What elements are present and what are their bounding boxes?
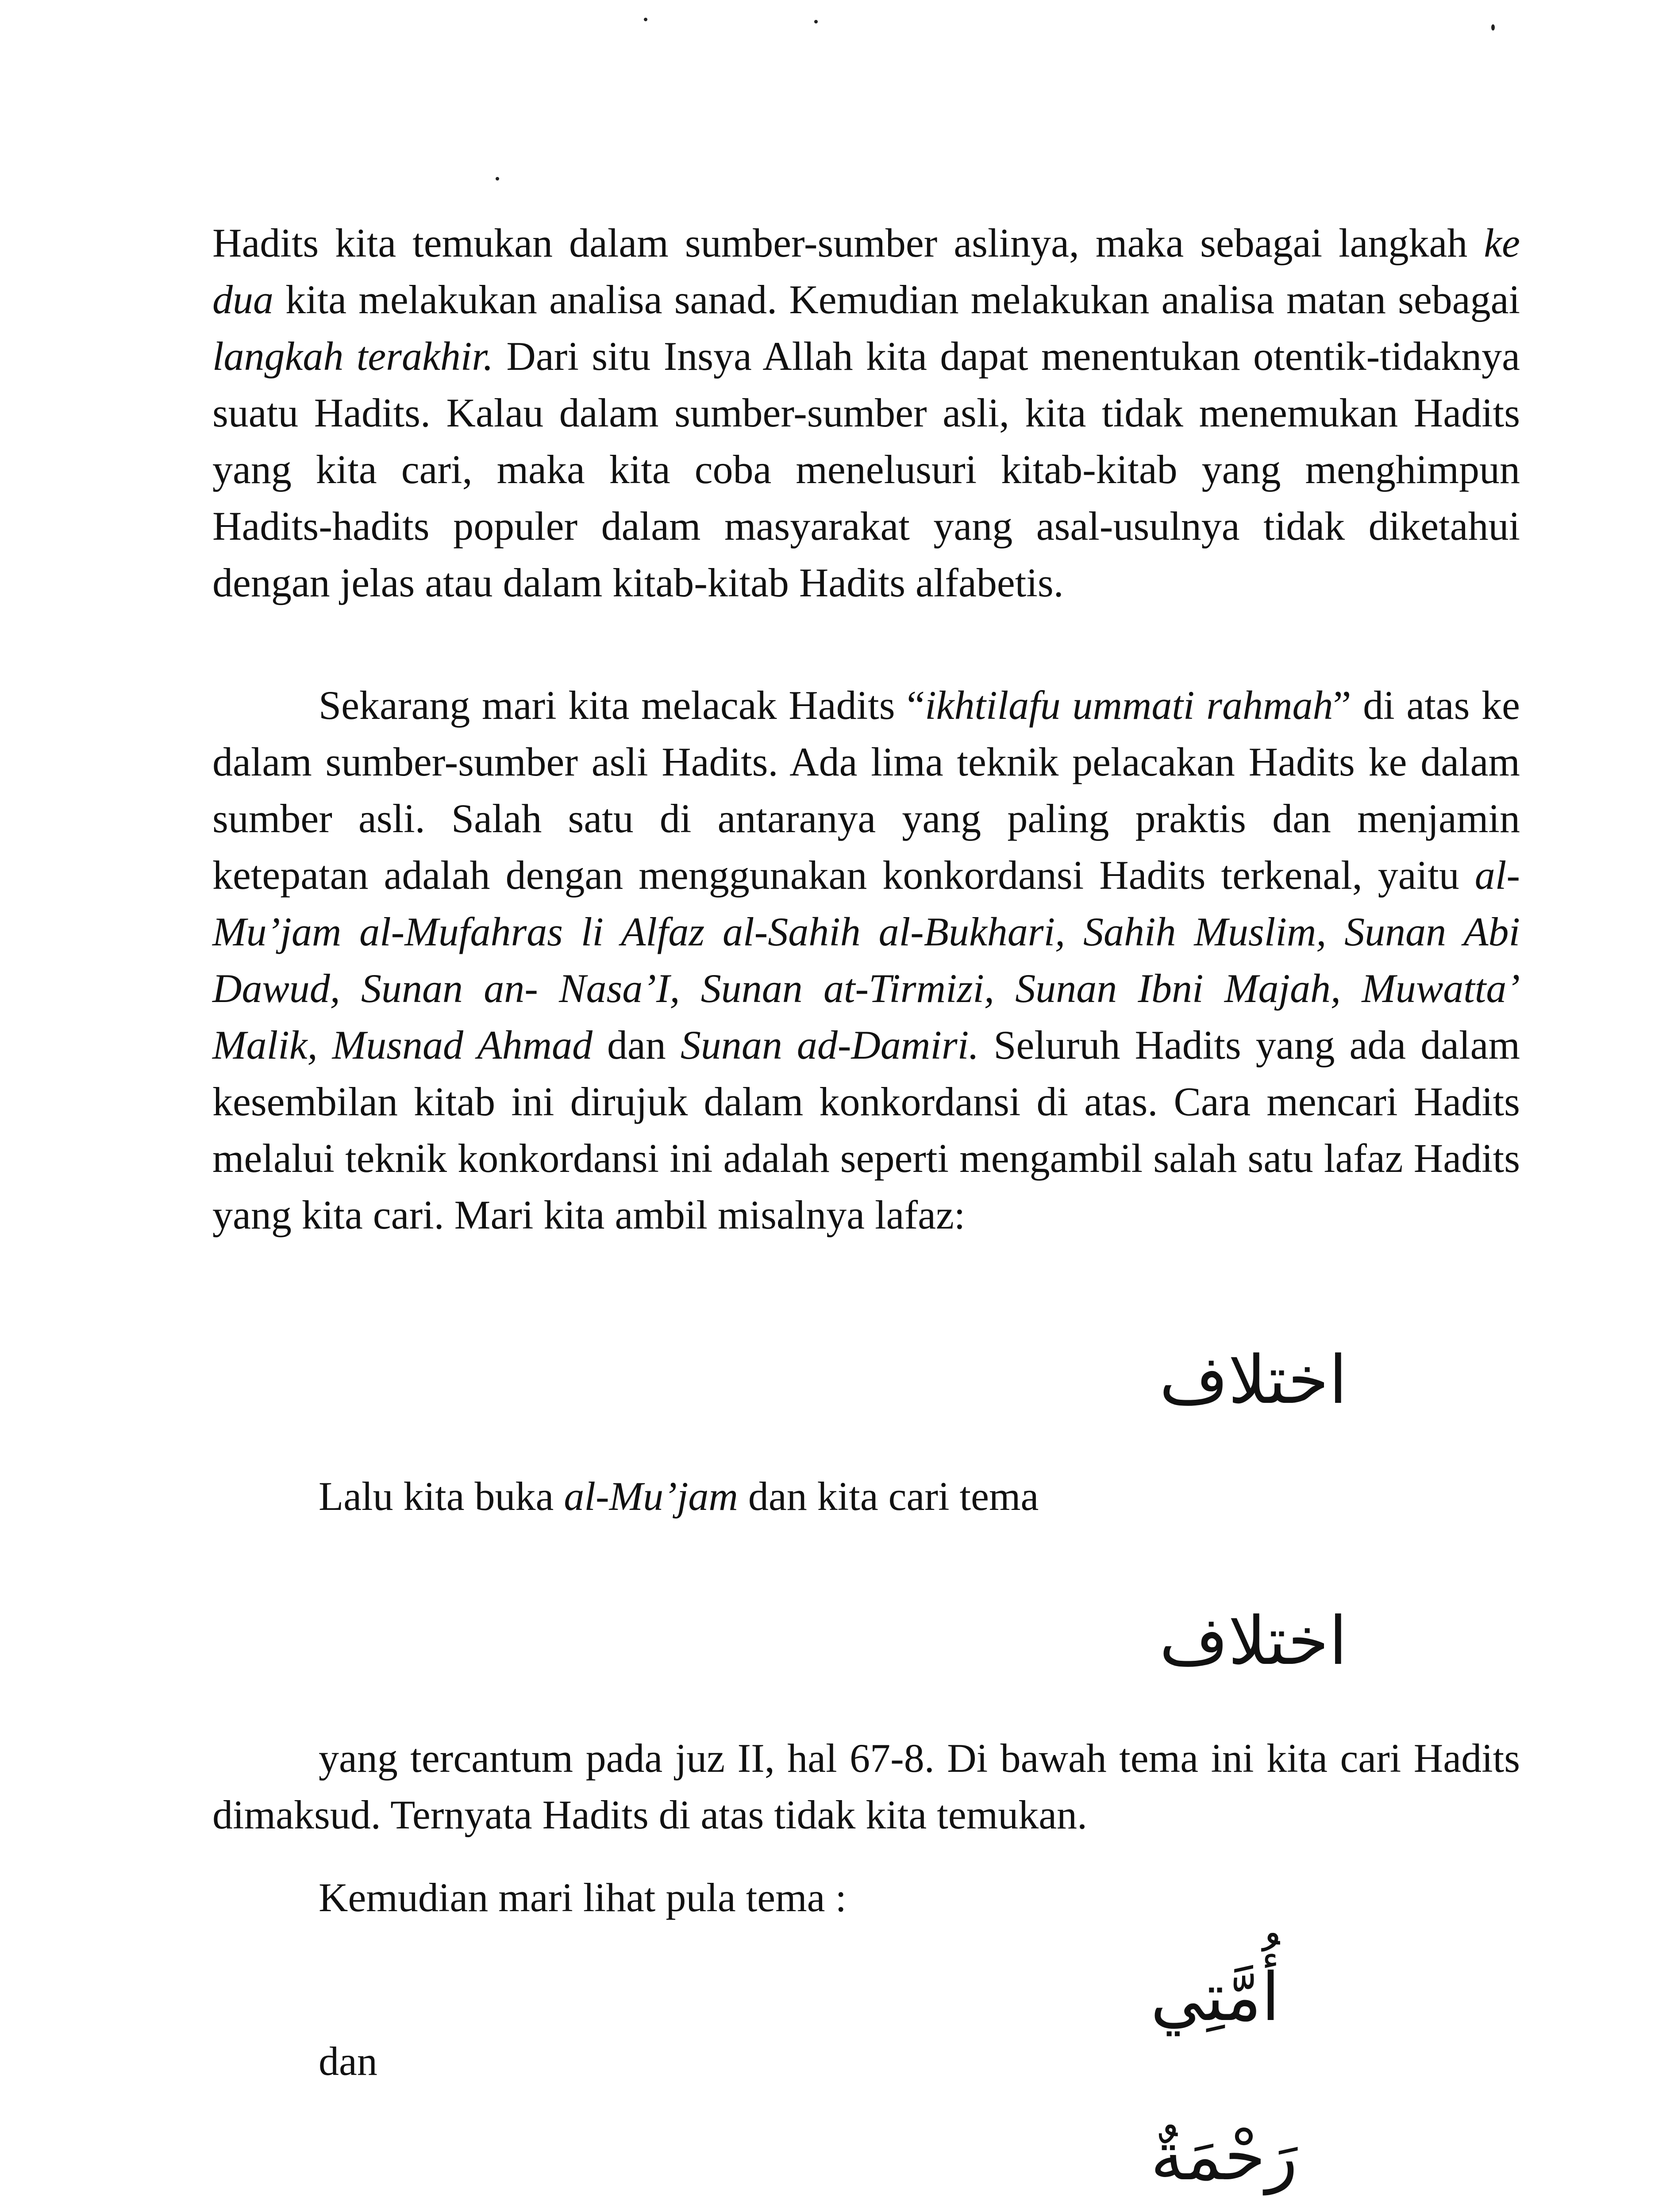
paragraph-3 xyxy=(212,1730,1520,1843)
paragraph-2-text-b: ” di atas ke dalam sumber-sumber asli Hadits. Ada lima teknik pelacakan Hadits ke dalam sumber asli. Salah satu di antaranya yang paling praktis dan menjamin ketepatan adalah dengan menggunakan konkordansi Hadits terkenal, yaitu xyxy=(212,683,1520,898)
paragraph-2-text-c: dan xyxy=(593,1022,681,1068)
line-lalu-text-a: Lalu kita buka xyxy=(319,1474,564,1519)
paragraph-1 xyxy=(212,215,1520,611)
paragraph-1-emphasis-b: langkah terakhir. xyxy=(212,334,493,379)
arabic-ummati: أُمَّتِي xyxy=(1151,1959,1280,2036)
paragraph-2 xyxy=(212,677,1520,1243)
scan-speck xyxy=(644,18,647,21)
scan-speck xyxy=(814,20,818,23)
paragraph-1-emphasis-a: ke dua xyxy=(212,220,1520,322)
paragraph-2-text-d: Seluruh Hadits yang ada dalam kesembilan kitab ini dirujuk dalam konkordansi di atas. Cara mencari Hadits melalui teknik konkordansi ini adalah seperti mengambil salah satu lafaz Hadits yang kita cari. Mari kita ambil misalnya lafaz: xyxy=(212,1022,1520,1237)
paragraph-1-text-a: Hadits kita temukan dalam sumber-sumber aslinya, maka sebagai langkah xyxy=(212,220,1484,265)
word-dan: dan xyxy=(319,2039,377,2084)
arabic-ikhtilaf-2: اختلاف xyxy=(1159,1603,1347,1680)
arabic-ikhtilaf-1: اختلاف xyxy=(1159,1342,1347,1419)
line-kemudian: Kemudian mari lihat pula tema : xyxy=(319,1875,847,1920)
paragraph-2-text-a: Sekarang mari kita melacak Hadits “ xyxy=(319,683,925,728)
line-lalu xyxy=(319,1468,1039,1525)
scan-speck xyxy=(1491,24,1495,31)
line-lalu-emphasis: al-Mu’jam xyxy=(564,1474,738,1519)
paragraph-2-hadith-phrase: ikhtilafu ummati rahmah xyxy=(925,683,1333,728)
paragraph-2-book-titles: al-Mu’jam al-Mufahras li Alfaz al-Sahih al-Bukhari, Sahih Muslim, Sunan Abi Dawud, Sunan an- Nasa’I, Sunan at-Tirmizi, Sunan Ibni Majah, Muwatta’ Malik, Musnad Ahmad xyxy=(212,853,1520,1068)
arabic-rahmah: رَحْمَةٌ xyxy=(1151,2118,1298,2195)
line-lalu-text-b: dan kita cari tema xyxy=(738,1474,1039,1519)
paragraph-1-text-c: Dari situ Insya Allah kita dapat menentukan otentik-tidaknya suatu Hadits. Kalau dalam sumber-sumber asli, kita tidak menemukan Hadits yang kita cari, maka kita coba menelusuri kitab-kitab yang menghimpun Hadits-hadits populer dalam masyarakat yang asal-usulnya tidak diketahui dengan jelas atau dalam kitab-kitab Hadits alfabetis. xyxy=(212,334,1520,605)
paragraph-1-text-b: kita melakukan analisa sanad. Kemudian melakukan analisa matan sebagai xyxy=(273,277,1520,322)
paragraph-3-text: yang tercantum pada juz II, hal 67-8. Di bawah tema ini kita cari Hadits dimaksud. Ternyata Hadits di atas tidak kita temukan. xyxy=(212,1736,1520,1837)
scan-speck xyxy=(496,177,499,180)
paragraph-2-book-title-last: Sunan ad-Damiri. xyxy=(680,1022,979,1068)
